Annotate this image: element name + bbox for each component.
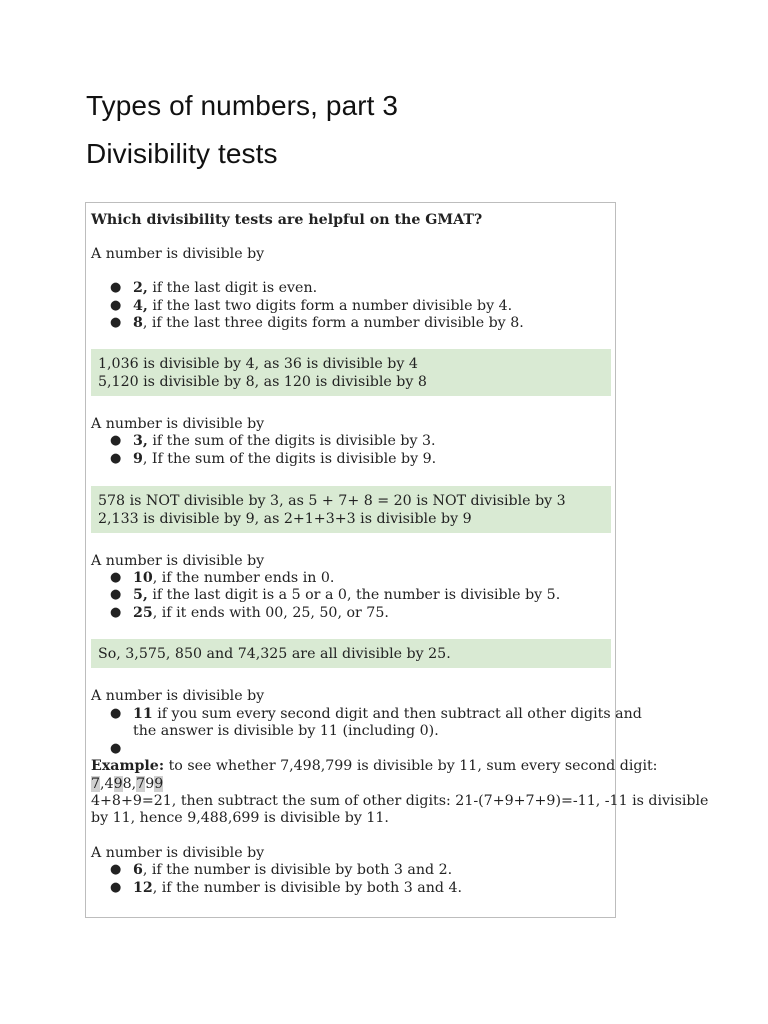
list-item-continuation: the answer is divisible by 11 (including 0). (133, 723, 439, 739)
bullet-icon: ● (110, 451, 122, 466)
list-item: 3, if the sum of the digits is divisible by 3. (133, 433, 436, 449)
list-item: 11 if you sum every second digit and then subtract all other digits and (133, 706, 642, 722)
list-item: 6, if the number is divisible by both 3 and 2. (133, 862, 453, 878)
callout-line: 2,133 is divisible by 9, as 2+1+3+3 is divisible by 9 (98, 511, 472, 527)
bullet-icon: ● (110, 706, 122, 721)
example-callout (91, 639, 611, 668)
bullet-icon: ● (110, 280, 122, 295)
list-item: 2, if the last digit is even. (133, 280, 318, 296)
bullet-icon: ● (110, 587, 122, 602)
page-subtitle: Divisibility tests (86, 138, 278, 169)
bullet-icon: ● (110, 862, 122, 877)
callout-line: 1,036 is divisible by 4, as 36 is divisible by 4 (98, 356, 418, 372)
content-box (85, 202, 709, 918)
example-digits: 7,498,799 (91, 776, 164, 792)
list-item: 25, if it ends with 00, 25, 50, or 75. (133, 605, 389, 621)
list-item: 12, if the number is divisible by both 3 and 4. (133, 880, 462, 896)
intro-text: A number is divisible by (91, 553, 265, 569)
example-callout (91, 486, 611, 533)
intro-text: A number is divisible by (91, 246, 265, 262)
list-item: 8, if the last three digits form a number divisible by 8. (133, 315, 524, 331)
question-heading: Which divisibility tests are helpful on the GMAT? (91, 212, 483, 228)
list-item: 5, if the last digit is a 5 or a 0, the number is divisible by 5. (133, 587, 561, 603)
example-text: Example: to see whether 7,498,799 is divisible by 11, sum every second digit: (91, 758, 658, 774)
example-conclusion: by 11, hence 9,488,699 is divisible by 11. (91, 810, 389, 826)
list-item: 4, if the last two digits form a number divisible by 4. (133, 298, 513, 314)
intro-text: A number is divisible by (91, 416, 265, 432)
example-calculation: 4+8+9=21, then subtract the sum of other digits: 21-(7+9+7+9)=-11, -11 is divisible (91, 793, 709, 809)
example-callout (91, 349, 611, 396)
bullet-icon: ● (110, 298, 122, 313)
bullet-icon: ● (110, 315, 122, 330)
bullet-icon: ● (110, 741, 122, 756)
callout-line: So, 3,575, 850 and 74,325 are all divisible by 25. (98, 646, 451, 662)
list-item: 10, if the number ends in 0. (133, 570, 335, 586)
bullet-icon: ● (110, 880, 122, 895)
bullet-icon: ● (110, 433, 122, 448)
intro-text: A number is divisible by (91, 688, 265, 704)
list-item: 9, If the sum of the digits is divisible by 9. (133, 451, 437, 467)
bullet-icon: ● (110, 605, 122, 620)
callout-line: 578 is NOT divisible by 3, as 5 + 7+ 8 = 20 is NOT divisible by 3 (98, 493, 566, 509)
bullet-icon: ● (110, 570, 122, 585)
intro-text: A number is divisible by (91, 845, 265, 861)
callout-line: 5,120 is divisible by 8, as 120 is divisible by 8 (98, 374, 427, 390)
page-title: Types of numbers, part 3 (86, 90, 399, 121)
